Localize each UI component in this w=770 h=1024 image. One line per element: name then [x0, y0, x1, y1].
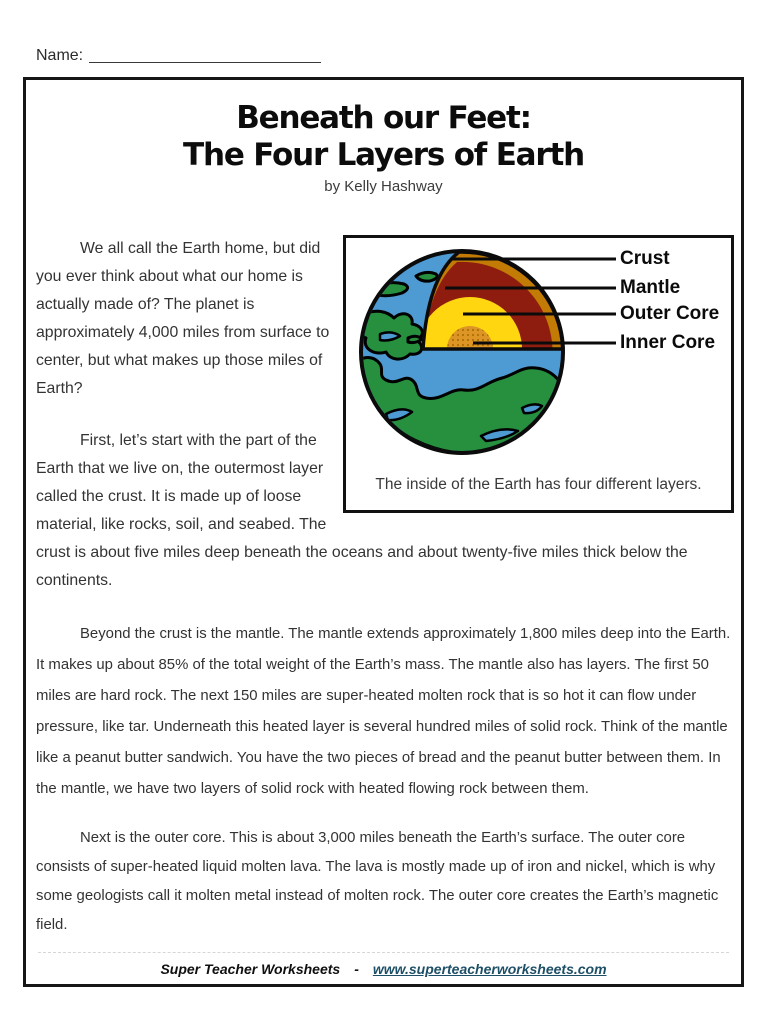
figure-label-mantle: Mantle: [620, 277, 681, 298]
footer: [26, 961, 741, 977]
title-line-1: Beneath our Feet:: [236, 100, 531, 136]
island-2: [416, 272, 437, 281]
earth-diagram: [346, 238, 731, 470]
earth-figure: [343, 235, 734, 513]
paragraph-mantle: Beyond the crust is the mantle. The mantle extends approximately 1,800 miles deep into the Earth. It makes up about 85% of the total weight of the Earth’s mass. The mantle also has layers. The first 50 miles are hard rock. The next 150 miles are super-heated molten rock that is so hot it can flow under pressure, like tar. Underneath this heated layer is several hundred miles of solid rock. Think of the mantle like a peanut butter sandwich. You have the two pieces of bread and the peanut butter between them. In the mantle, we have two layers of solid rock with heated flowing rock between them.: [36, 626, 731, 797]
figure-label-outer-core: Outer Core: [620, 303, 720, 324]
name-row: [36, 46, 321, 65]
figure-label-crust: Crust: [620, 248, 670, 269]
figure-label-inner-core: Inner Core: [620, 332, 716, 353]
title-line-2: The Four Layers of Earth: [183, 137, 584, 173]
name-label: Name:: [36, 47, 84, 64]
footer-brand: Super Teacher Worksheets: [160, 961, 341, 977]
footer-separator: -: [354, 961, 359, 977]
earth-globe-svg: [346, 238, 731, 470]
name-input-line[interactable]: [89, 46, 321, 63]
footer-divider: [38, 952, 729, 953]
footer-url-link[interactable]: www.superteacherworksheets.com: [372, 961, 607, 977]
island-3: [408, 336, 422, 342]
figure-caption: The inside of the Earth has four different layers.: [375, 476, 702, 493]
article-body: [36, 235, 735, 940]
paragraph-intro: We all call the Earth home, but did you ever think about what our home is actually made of? The planet is approximately 4,000 miles from surface to center, but what makes up those miles of Earth?: [36, 240, 330, 397]
worksheet-box: [23, 77, 744, 987]
paragraph-crust: First, let’s start with the part of the Earth that we live on, the outermost layer called the crust. It is made up of loose material, like rocks, soil, and seabed. The crust is about five miles deep beneath the oceans and about twenty-five miles thick below the continents.: [36, 432, 688, 589]
worksheet-title: [26, 100, 741, 174]
paragraph-outer-core: Next is the outer core. This is about 3,000 miles beneath the Earth’s surface. The outer core consists of super-heated liquid molten lava. The lava is mostly made up of iron and nickel, which is why some geologists call it molten metal instead of molten rock. The outer core creates the Earth’s magnetic field.: [36, 830, 719, 933]
byline: by Kelly Hashway: [324, 178, 443, 195]
